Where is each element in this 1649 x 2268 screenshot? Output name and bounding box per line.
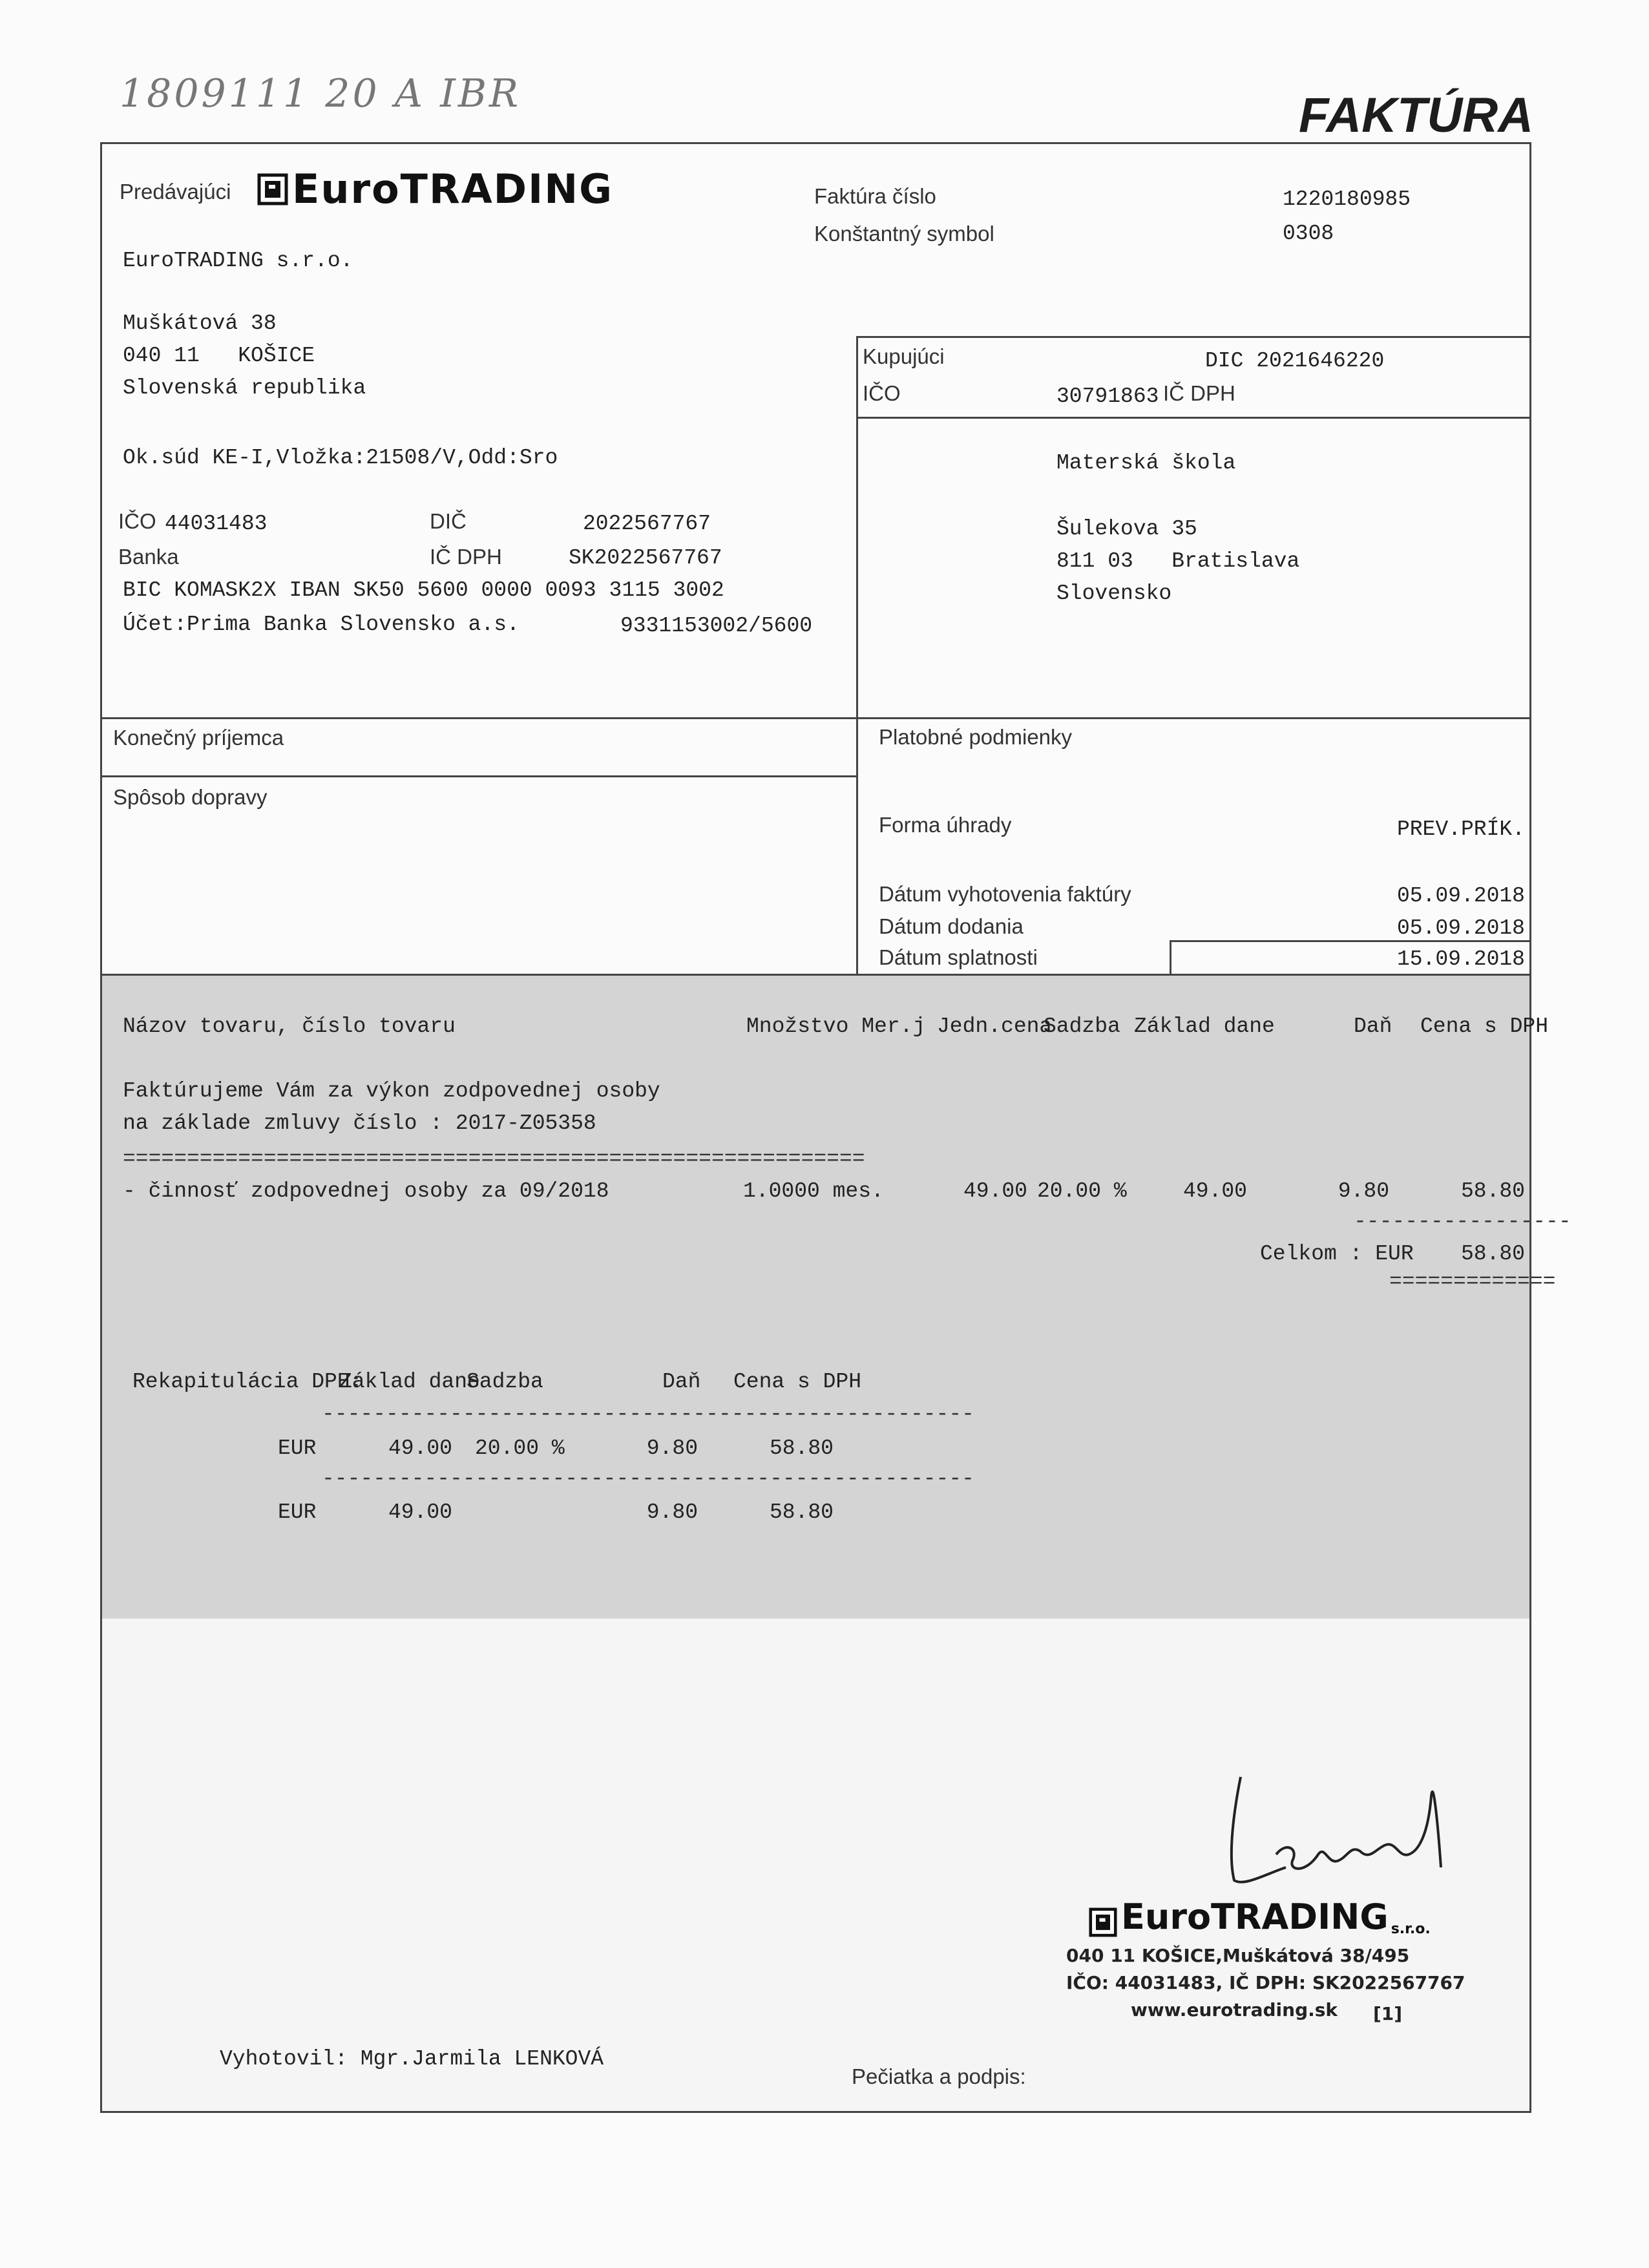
items-header-rate: Sadzba bbox=[1044, 1014, 1120, 1038]
constant-symbol-label: Konštantný symbol bbox=[814, 222, 994, 246]
divider-mid bbox=[100, 717, 1531, 719]
buyer-city: 811 03 Bratislava bbox=[1056, 549, 1300, 573]
intro-separator: ========================================================== bbox=[123, 1147, 865, 1171]
vat-recap-row1-currency: EUR bbox=[278, 1436, 317, 1460]
seller-ico: 44031483 bbox=[165, 512, 268, 536]
issue-date-label: Dátum vyhotovenia faktúry bbox=[879, 882, 1131, 906]
delivery-date-label: Dátum dodania bbox=[879, 914, 1024, 938]
vat-recap-row2-base: 49.00 bbox=[388, 1500, 452, 1524]
item-name: - činnosť zodpovednej osoby za 09/2018 bbox=[123, 1179, 609, 1203]
seller-registry: Ok.súd KE-I,Vložka:21508/V,Odd:Sro bbox=[123, 446, 558, 470]
seller-icdph: SK2022567767 bbox=[569, 546, 722, 570]
vat-recap-header-tax: Daň bbox=[662, 1370, 701, 1394]
sum-label: Celkom : EUR bbox=[1260, 1242, 1414, 1266]
handwritten-reference: 1809111 20 A IBR bbox=[120, 71, 521, 116]
seller-label: Predávajúci bbox=[120, 180, 231, 204]
seller-logo bbox=[257, 165, 613, 213]
document-title: FAKTÚRA bbox=[1299, 88, 1534, 143]
buyer-label: Kupujúci bbox=[863, 344, 945, 368]
items-header-tax: Daň bbox=[1354, 1014, 1392, 1038]
final-recipient-label: Konečný príjemca bbox=[113, 726, 284, 750]
seller-country: Slovenská republika bbox=[123, 376, 366, 400]
constant-symbol: 0308 bbox=[1283, 222, 1334, 246]
payment-terms-label: Platobné podmienky bbox=[879, 725, 1073, 749]
divider-buyer-top bbox=[856, 336, 1531, 338]
items-intro-line2: na základe zmluvy číslo : 2017-Z05358 bbox=[123, 1111, 596, 1135]
sum-total: 58.80 bbox=[1460, 1242, 1525, 1266]
vat-recap-row2-currency: EUR bbox=[278, 1500, 317, 1524]
invoice-number-label: Faktúra číslo bbox=[814, 184, 936, 208]
stamp-logo-icon bbox=[1089, 1907, 1117, 1937]
items-header-name: Názov tovaru, číslo tovaru bbox=[123, 1014, 456, 1038]
item-tax: 9.80 bbox=[1338, 1179, 1389, 1203]
stamp-address: 040 11 KOŠICE,Muškátová 38/495 bbox=[1066, 1945, 1410, 1966]
divider-buyer-header bbox=[856, 417, 1531, 419]
vat-recap-separator-1: --------------------------------------------------- bbox=[322, 1402, 974, 1426]
sum-separator: ----------------- bbox=[1354, 1210, 1571, 1234]
buyer-ico-label: IČO bbox=[863, 381, 901, 405]
item-rate: 20.00 % bbox=[1037, 1179, 1127, 1203]
transport-method-label: Spôsob dopravy bbox=[113, 785, 268, 809]
issue-date: 05.09.2018 bbox=[1396, 884, 1525, 908]
stamp-logo-suffix: s.r.o. bbox=[1391, 1921, 1431, 1937]
invoice-number: 1220180985 bbox=[1283, 187, 1411, 211]
divider-middle-vertical bbox=[856, 336, 858, 974]
buyer-street: Šulekova 35 bbox=[1056, 517, 1197, 541]
buyer-dic: DIC 2021646220 bbox=[1205, 349, 1385, 373]
stamp-and-signature-label: Pečiatka a podpis: bbox=[852, 2064, 1026, 2088]
item-total: 58.80 bbox=[1460, 1179, 1525, 1203]
item-qty: 1.0000 mes. bbox=[743, 1179, 884, 1203]
items-intro-line1: Faktúrujeme Vám za výkon zodpovednej osoby bbox=[123, 1079, 660, 1103]
payment-form: PREV.PRÍK. bbox=[1396, 817, 1525, 841]
seller-street: Muškátová 38 bbox=[123, 311, 277, 335]
vat-recap-separator-2: --------------------------------------------------- bbox=[322, 1467, 974, 1491]
seller-bic-iban: BIC KOMASK2X IBAN SK50 5600 0000 0093 3115 3002 bbox=[123, 578, 724, 602]
due-date-label: Dátum splatnosti bbox=[879, 945, 1038, 969]
seller-dic: 2022567767 bbox=[582, 512, 711, 536]
payment-form-label: Forma úhrady bbox=[879, 813, 1012, 837]
item-base: 49.00 bbox=[1182, 1179, 1247, 1203]
seller-bank-label: Banka bbox=[118, 545, 179, 569]
item-unit-price: 49.00 bbox=[963, 1179, 1027, 1203]
due-date: 15.09.2018 bbox=[1396, 947, 1525, 971]
due-box-left bbox=[1170, 940, 1171, 974]
vat-recap-row1-tax: 9.80 bbox=[646, 1436, 698, 1460]
eurotrading-logo-icon bbox=[257, 173, 288, 205]
items-header-qty: Množstvo Mer.j bbox=[746, 1014, 926, 1038]
vat-recap-row1-rate: 20.00 % bbox=[475, 1436, 565, 1460]
due-box-top bbox=[1170, 940, 1531, 942]
items-header-unit-price: Jedn.cena bbox=[937, 1014, 1053, 1038]
vat-recap-header-rate: Sadzba bbox=[467, 1370, 543, 1394]
sum-double-underline: ============= bbox=[1389, 1270, 1556, 1294]
prepared-by: Vyhotovil: Mgr.Jarmila LENKOVÁ bbox=[220, 2047, 604, 2071]
seller-account: Účet:Prima Banka Slovensko a.s. bbox=[123, 613, 520, 636]
vat-recap-row1-total: 58.80 bbox=[769, 1436, 834, 1460]
vat-recap-header-base: Základ dane bbox=[339, 1370, 480, 1394]
delivery-date: 05.09.2018 bbox=[1396, 916, 1525, 940]
stamp-logo-text: EuroTRADING bbox=[1121, 1896, 1389, 1937]
vat-recap-label: Rekapitulácia DPH: bbox=[132, 1370, 363, 1394]
vat-recap-row1-base: 49.00 bbox=[388, 1436, 452, 1460]
buyer-ico: 30791863 bbox=[1056, 384, 1159, 408]
seller-city: 040 11 KOŠICE bbox=[123, 344, 315, 368]
seller-name: EuroTRADING s.r.o. bbox=[123, 249, 353, 273]
seller-account-number: 9331153002/5600 bbox=[620, 614, 813, 638]
items-header-total: Cena s DPH bbox=[1420, 1014, 1549, 1038]
stamp-website: www.eurotrading.sk bbox=[1131, 1999, 1338, 2021]
seller-dic-label: DIČ bbox=[430, 509, 467, 533]
divider-recipient bbox=[100, 775, 856, 777]
vat-recap-row2-tax: 9.80 bbox=[646, 1500, 698, 1524]
seller-icdph-label: IČ DPH bbox=[430, 545, 502, 569]
stamp-mark: [1] bbox=[1373, 2003, 1403, 2024]
buyer-country: Slovensko bbox=[1056, 582, 1172, 605]
signature-image bbox=[1215, 1758, 1460, 1906]
stamp-tax-ids: IČO: 44031483, IČ DPH: SK2022567767 bbox=[1066, 1972, 1465, 1993]
seller-logo-text: EuroTRADING bbox=[292, 165, 613, 213]
vat-recap-header-total: Cena s DPH bbox=[733, 1370, 862, 1394]
seller-ico-label: IČO bbox=[118, 509, 156, 533]
items-header-base: Základ dane bbox=[1134, 1014, 1275, 1038]
buyer-name: Materská škola bbox=[1056, 451, 1236, 475]
buyer-icdph-label: IČ DPH bbox=[1163, 381, 1235, 405]
company-stamp bbox=[1089, 1896, 1431, 1937]
vat-recap-row2-total: 58.80 bbox=[769, 1500, 834, 1524]
